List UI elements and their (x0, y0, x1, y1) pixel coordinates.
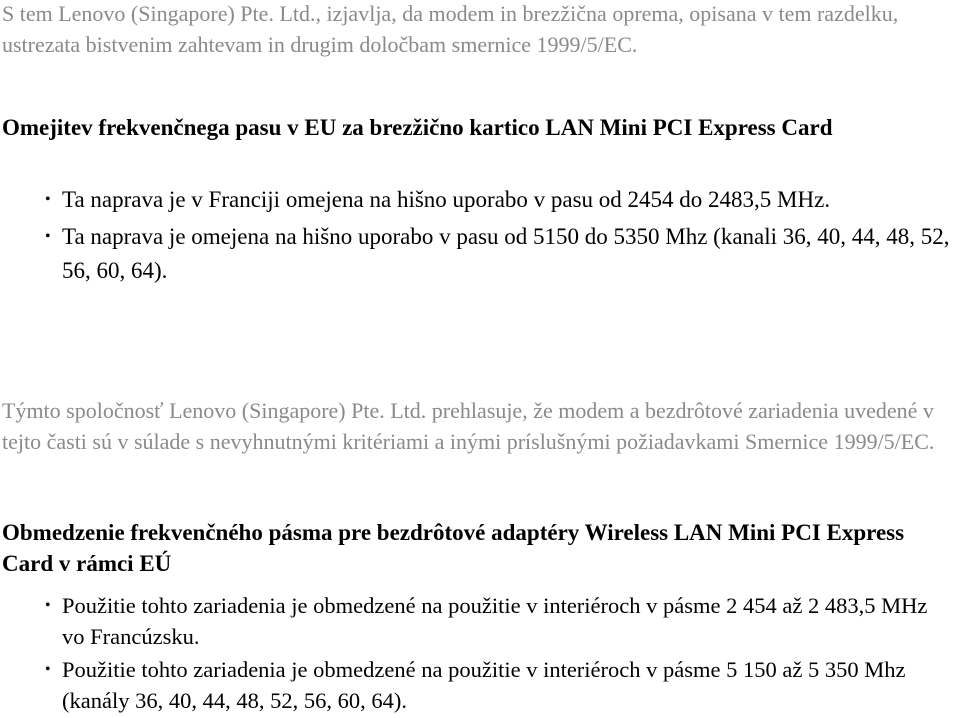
list-item (0, 220, 955, 288)
list-item (0, 654, 955, 716)
slovak-declaration: Týmto spoločnosť Lenovo (Singapore) Pte. Ltd. prehlasuje, že modem a bezdrôtové zariadenia uvedené v tejto časti sú v súlade s nevyhnutnými kritériami a inými príslušnými požiadavkami Smernice 1999/5/EC. (2, 398, 935, 454)
slovak-heading: Obmedzenie frekvenčného pásma pre bezdrôtové adaptéry Wireless LAN Mini PCI Express Card v rámci EÚ (2, 520, 905, 576)
bullet-icon: • (45, 228, 51, 245)
bullet-icon: • (45, 597, 51, 614)
bullet-icon: • (45, 661, 51, 678)
list-item (0, 183, 955, 217)
slovenian-declaration: S tem Lenovo (Singapore) Pte. Ltd., izjavlja, da modem in brezžična oprema, opisana v tem razdelku, ustrezata bistvenim zahtevam in drugim določbam smernice 1999/5/EC. (2, 1, 899, 57)
bullet-text: Použitie tohto zariadenia je obmedzené na použitie v interiéroch v pásme 5 150 až 5 350 Mhz (kanály 36, 40, 44, 48, 52, 56, 60, 64). (62, 657, 906, 713)
bullet-text: Ta naprava je omejena na hišno uporabo v pasu od 5150 do 5350 Mhz (kanali 36, 40, 44, 48, 52, 56, 60, 64). (62, 224, 950, 283)
bullet-text: Použitie tohto zariadenia je obmedzené na použitie v interiéroch v pásme 2 454 až 2 483,5 MHz vo Francúzsku. (62, 593, 928, 649)
bullet-icon: • (45, 191, 51, 208)
slovenian-bullet-list (0, 183, 955, 291)
slovak-bullet-list (0, 590, 955, 718)
slovenian-heading: Omejitev frekvenčnega pasu v EU za brezžično kartico LAN Mini PCI Express Card (2, 115, 833, 140)
bullet-text: Ta naprava je v Franciji omejena na hišno uporabo v pasu od 2454 do 2483,5 MHz. (62, 187, 831, 212)
list-item (0, 590, 955, 652)
